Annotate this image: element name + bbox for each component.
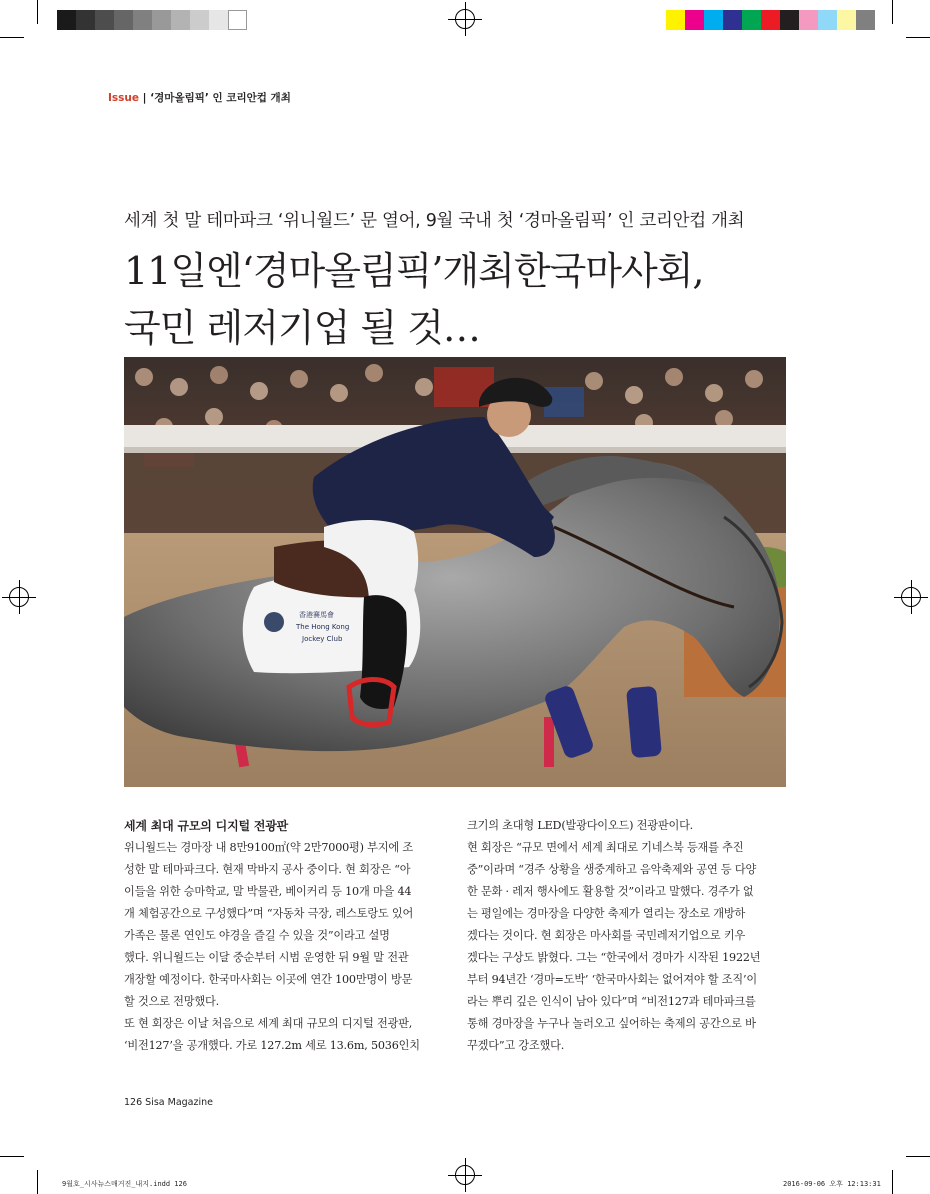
- swatch: [780, 10, 799, 30]
- page-number: 126: [124, 1097, 143, 1108]
- swatch: [704, 10, 723, 30]
- process-color-bar: [666, 10, 875, 30]
- body-line: 가족은 물론 연인도 야경을 즐길 수 있을 것”이라고 설명: [124, 929, 390, 942]
- page-folio: [124, 1097, 213, 1108]
- body-line: 꾸겠다”고 강조했다.: [467, 1039, 565, 1052]
- registration-mark: [455, 9, 475, 29]
- body-line: 부터 94년간 ‘경마=도박’ ‘한국마사회는 없어져야 할 조직’이: [467, 973, 757, 986]
- swatch: [209, 10, 228, 30]
- slug-file: 9월호_시사뉴스매거진_내지.indd 126: [62, 1180, 187, 1188]
- body-line: 이들을 위한 승마학교, 말 박물관, 베이커리 등 10개 마을 44: [124, 885, 412, 898]
- swatch: [95, 10, 114, 30]
- section-tag: Issue: [108, 92, 140, 104]
- body-line: 라는 뿌리 깊은 인식이 남아 있다”며 “비전127과 테마파크를: [467, 995, 756, 1008]
- gray-color-bar: [57, 10, 247, 30]
- saddlecloth-text-1: 香港賽馬會: [299, 611, 334, 619]
- magazine-name: Sisa Magazine: [145, 1097, 213, 1108]
- body-line: 현 회장은 “규모 면에서 세계 최대로 기네스북 등재를 추진: [467, 841, 744, 854]
- swatch: [761, 10, 780, 30]
- body-line: 겠다는 구상도 밝혔다. 그는 “한국에서 경마가 시작된 1922년: [467, 951, 761, 964]
- swatch: [685, 10, 704, 30]
- body-line: 성한 말 테마파크다. 현재 막바지 공사 중이다. 현 회장은 “아: [124, 863, 411, 876]
- article-photo: [124, 357, 786, 787]
- crop-mark: [0, 1156, 24, 1157]
- registration-mark: [9, 587, 29, 607]
- swatch: [76, 10, 95, 30]
- swatch: [856, 10, 875, 30]
- slug-date: 2016-09-06 오후 12:13:31: [783, 1180, 881, 1188]
- swatch: [171, 10, 190, 30]
- swatch: [133, 10, 152, 30]
- saddlecloth-text-3: Jockey Club: [302, 635, 343, 643]
- article-column-left: [124, 815, 444, 1057]
- body-line: 크기의 초대형 LED(발광다이오드) 전광판이다.: [467, 819, 694, 832]
- body-line: ‘비전127’을 공개했다. 가로 127.2m 세로 13.6m, 5036인치: [124, 1039, 420, 1052]
- section-title: ‘경마올림픽’ 인 코리안컵 개최: [150, 92, 291, 104]
- body-line: 중”이라며 “경주 상황을 생중계하고 음악축제와 공연 등 다양: [467, 863, 757, 876]
- body-line: 위니월드는 경마장 내 8만9100㎡(약 2만7000평) 부지에 조: [124, 841, 413, 854]
- body-line: 했다. 위니월드는 이달 중순부터 시범 운영한 뒤 9월 말 전관: [124, 951, 409, 964]
- body-line: 또 현 회장은 이날 처음으로 세계 최대 규모의 디지털 전광판,: [124, 1017, 413, 1030]
- article-column-right: [467, 815, 787, 1057]
- registration-mark: [901, 587, 921, 607]
- crop-mark: [0, 37, 24, 38]
- swatch: [57, 10, 76, 30]
- body-line: 한 문화 · 레저 행사에도 활용할 것”이라고 말했다. 경주가 없: [467, 885, 754, 898]
- swatch: [742, 10, 761, 30]
- body-line: 개 체험공간으로 구성했다”며 “자동차 극장, 레스토랑도 있어: [124, 907, 414, 920]
- crop-mark: [37, 1170, 38, 1194]
- crop-mark: [37, 0, 38, 24]
- swatch: [190, 10, 209, 30]
- swatch: [152, 10, 171, 30]
- swatch: [666, 10, 685, 30]
- section-heading: 세계 최대 규모의 디지털 전광판: [124, 819, 289, 833]
- body-line: 통해 경마장을 누구나 놀러오고 싶어하는 축제의 공간으로 바: [467, 1017, 756, 1030]
- swatch: [799, 10, 818, 30]
- show-jumping-photo: [124, 357, 786, 787]
- crop-mark: [906, 37, 930, 38]
- article-title-line-1: 11일엔‘경마올림픽’개최한국마사회,: [124, 249, 704, 293]
- body-line: 개장할 예정이다. 한국마사회는 이곳에 연간 100만명이 방문: [124, 973, 413, 986]
- swatch: [723, 10, 742, 30]
- crop-mark: [892, 1170, 893, 1194]
- article-subtitle: 세계 첫 말 테마파크 ‘위니월드’ 문 열어, 9월 국내 첫 ‘경마올림픽’ 인 코리안컵 개최: [124, 211, 745, 231]
- crop-mark: [906, 1156, 930, 1157]
- swatch: [114, 10, 133, 30]
- running-header: [108, 90, 291, 105]
- swatch: [228, 10, 247, 30]
- crop-mark: [892, 0, 893, 24]
- article-title-line-2: 국민 레저기업 될 것…: [124, 306, 480, 350]
- saddlecloth-text-2: The Hong Kong: [296, 623, 350, 631]
- body-line: 겠다는 것이다. 현 회장은 마사회를 국민레저기업으로 키우: [467, 929, 746, 942]
- swatch: [818, 10, 837, 30]
- body-line: 할 것으로 전망했다.: [124, 995, 219, 1008]
- body-line: 는 평일에는 경마장을 다양한 축제가 열리는 장소로 개방하: [467, 907, 746, 920]
- swatch: [837, 10, 856, 30]
- header-separator: |: [142, 92, 147, 104]
- registration-mark: [455, 1165, 475, 1185]
